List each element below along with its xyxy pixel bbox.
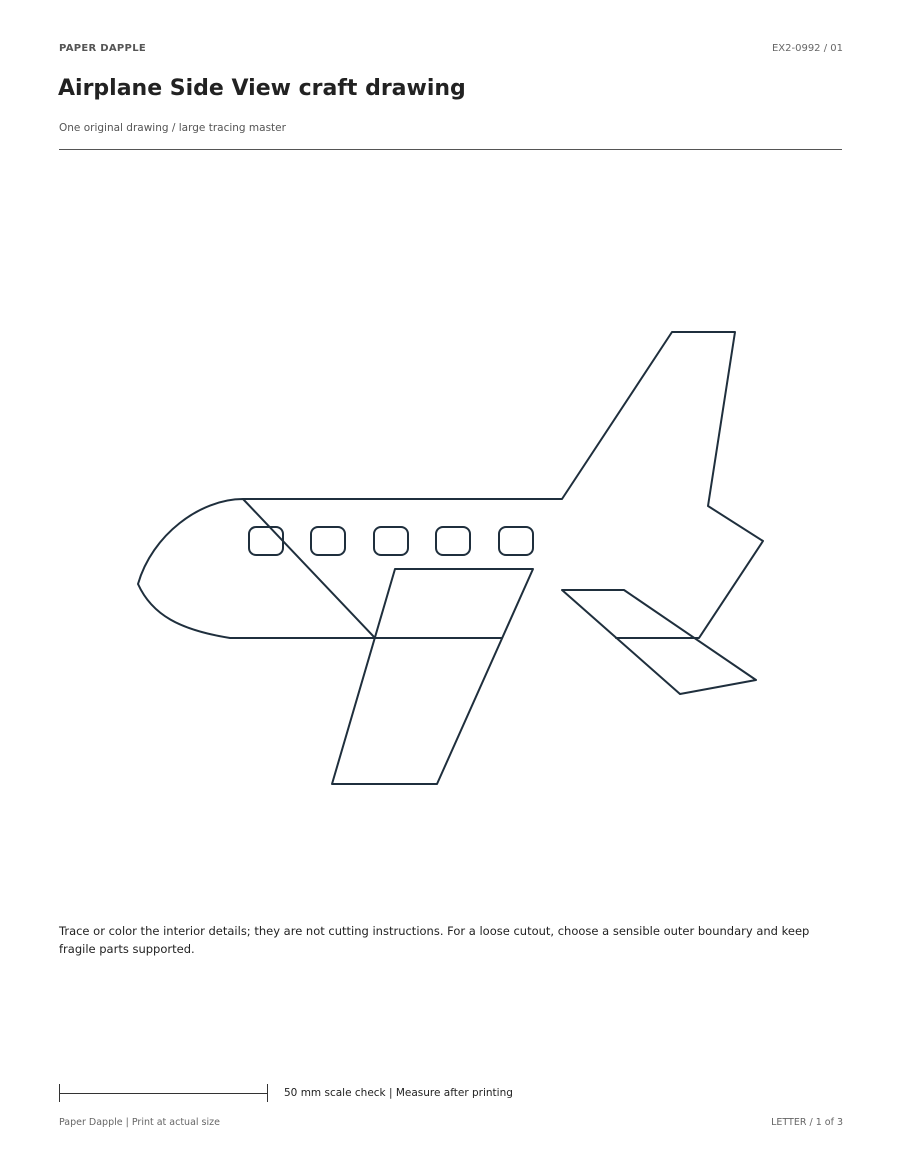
instruction-note: Trace or color the interior details; they are not cutting instructions. For a loose cutout, choose a sensible outer boundary and keep fragile parts supported. [59,924,810,956]
scale-bar-line [59,1093,268,1094]
airplane-window [374,527,408,555]
airplane-fuselage [138,332,763,638]
footer-left: Paper Dapple | Print at actual size [59,1117,220,1128]
airplane-window [499,527,533,555]
scale-bar-tick-start [59,1084,60,1102]
airplane-window [436,527,470,555]
brand-name: PAPER DAPPLE [59,43,146,54]
airplane-tail-stabilizer [562,590,756,694]
document-code: EX2-0992 / 01 [771,43,843,54]
scale-label: 50 mm scale check | Measure after printing [284,1087,513,1099]
scale-bar [59,1084,268,1102]
airplane-window [249,527,283,555]
scale-bar-tick-end [267,1084,268,1102]
airplane-main-wing [332,569,533,784]
page-title: Airplane Side View craft drawing [58,76,466,101]
airplane-window [311,527,345,555]
page-subtitle: One original drawing / large tracing master [59,122,286,134]
footer-page-info: LETTER / 1 of 3 [771,1117,843,1128]
